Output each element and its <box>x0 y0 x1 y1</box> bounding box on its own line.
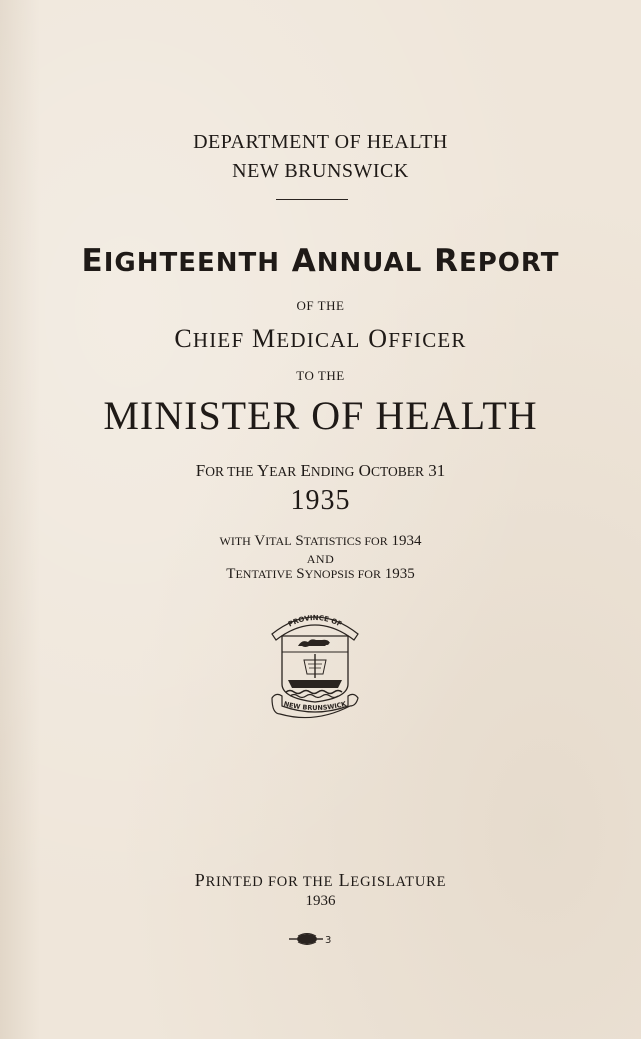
officer-line <box>0 324 641 354</box>
tentative-initial-t: T <box>226 566 236 582</box>
province-line: NEW BRUNSWICK <box>232 160 409 182</box>
year-line-year: EAR <box>269 464 297 479</box>
officer-word-officer: FFICER <box>388 328 467 352</box>
printed-initial-p: P <box>194 870 206 890</box>
title-initial-r: R <box>434 243 459 279</box>
report-title <box>0 243 641 279</box>
title-word-annual: NNUAL <box>316 248 423 278</box>
union-label-icon <box>287 932 335 946</box>
vital-word-vital: ITAL <box>265 534 292 548</box>
year-line-initial-f: F <box>195 461 206 480</box>
title-initial-e: E <box>81 243 104 279</box>
year-line-day: 31 <box>428 461 446 480</box>
year-line-october: CTOBER <box>370 464 424 479</box>
title-word-eighteenth: IGHTEENTH <box>103 248 280 278</box>
officer-initial-m: M <box>252 324 277 353</box>
synopsis-for: YNOPSIS FOR <box>304 567 381 581</box>
divider-rule <box>276 199 348 200</box>
and-line: AND <box>306 552 335 566</box>
vital-with: WITH <box>219 534 251 548</box>
officer-word-medical: EDICAL <box>276 328 361 352</box>
year-line-ending: NDING <box>310 464 355 479</box>
svg-text:PROVINCE OF: PROVINCE OF <box>286 613 344 629</box>
legislature-initial-l: L <box>338 870 351 890</box>
vital-statistics-for: TATISTICS FOR <box>303 534 388 548</box>
of-the-line: OF THE <box>296 298 345 313</box>
vital-statistics-line <box>0 533 641 550</box>
new-brunswick-seal-icon <box>268 606 362 722</box>
tentative-year: 1935 <box>384 566 415 582</box>
svg-text:NEW BRUNSWICK: NEW BRUNSWICK <box>282 699 348 713</box>
officer-initial-o: O <box>368 324 389 353</box>
year-ending-line <box>0 461 641 481</box>
report-year: 1935 <box>290 485 351 516</box>
tentative-synopsis-line <box>0 566 641 583</box>
year-line-initial-y: Y <box>257 461 270 480</box>
vital-initial-s: S <box>295 533 304 549</box>
legislature-word: EGISLATURE <box>350 874 447 890</box>
printed-for-the: RINTED FOR THE <box>205 874 334 890</box>
to-the-line: TO THE <box>296 368 345 383</box>
synopsis-initial-s: S <box>296 566 305 582</box>
print-year: 1936 <box>305 893 336 909</box>
printed-line <box>0 870 641 891</box>
officer-word-chief: HIEF <box>192 328 245 352</box>
tentative-word: ENTATIVE <box>235 567 293 581</box>
minister-line: MINISTER OF HEALTH <box>103 393 538 438</box>
title-initial-a: A <box>291 243 317 279</box>
year-line-for-the: OR THE <box>205 464 254 479</box>
year-line-initial-e: E <box>300 461 311 480</box>
title-word-report: EPORT <box>458 248 560 278</box>
vital-initial-v: V <box>254 533 266 549</box>
year-line-initial-o: O <box>358 461 371 480</box>
officer-initial-c: C <box>174 324 193 353</box>
vital-year: 1934 <box>391 533 422 549</box>
department-line: DEPARTMENT OF HEALTH <box>193 131 448 153</box>
ornament-mark: 3 <box>325 935 332 946</box>
